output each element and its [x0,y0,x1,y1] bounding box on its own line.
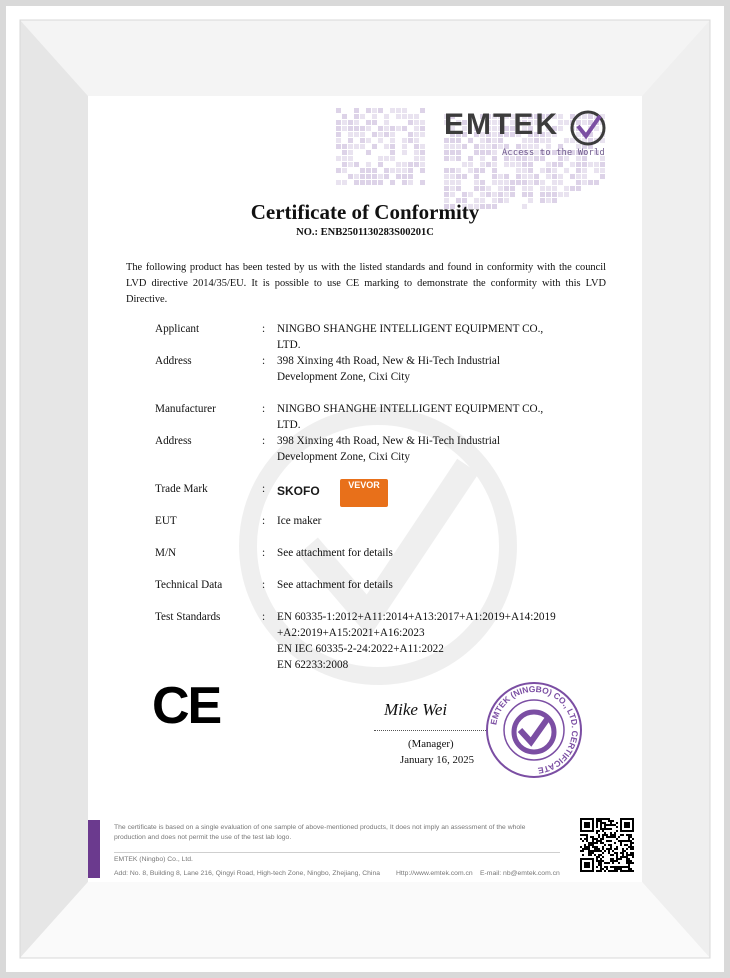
standard-line: EN 62233:2008 [277,659,349,671]
signature-line [374,730,488,731]
emtek-logo-text: EMTEK [444,108,559,141]
applicant-line-2: LTD. [277,339,301,351]
address-line-2: Development Zone, Cixi City [277,371,410,383]
technical-data-label: Technical Data [155,579,223,591]
stamp-text: EMTEK (NINGBO) CO., LTD. CERTIFICATE [488,683,581,776]
certificate-title: Certificate of Conformity [250,200,480,224]
colon: : [262,323,266,335]
address-label: Address [155,355,192,367]
certificate-number: NO.: ENB2501130283S00201C [296,227,434,238]
svg-text:EMTEK (NINGBO) CO., LTD. CERTI [488,684,580,776]
footer-email: E-mail: nb@emtek.com.cn [480,870,560,877]
manufacturer-value [277,401,597,433]
eut-label: EUT [155,515,177,527]
manager-signature: Mike Wei [384,700,448,719]
mn-value: See attachment for details [277,547,393,559]
applicant-line-1: NINGBO SHANGHE INTELLIGENT EQUIPMENT CO., [277,323,544,335]
colon: : [262,579,266,591]
vevor-brand-logo [340,479,388,507]
manufacturer-label: Manufacturer [155,403,216,415]
manufacturer-line-1: NINGBO SHANGHE INTELLIGENT EQUIPMENT CO., [277,403,544,415]
emtek-logo-mark-icon [568,108,608,148]
test-standards-value [277,609,597,673]
colon: : [262,355,266,367]
skofo-brand-logo: SKOFO [277,484,320,498]
qr-code-icon [580,818,634,872]
colon: : [262,403,266,415]
eut-value: Ice maker [277,515,322,527]
address-line-2: Development Zone, Cixi City [277,451,410,463]
applicant-value [277,321,597,353]
applicant-address-value [277,353,597,385]
trademark-row [155,481,615,511]
address-line-1: 398 Xinxing 4th Road, New & Hi-Tech Industrial [277,355,500,367]
certificate-intro: The following product has been tested by us with the listed standards and found in conformity with the council LVD directive 2014/35/EU. It is possible to use CE marking to demonstrate the conformity with this LVD Directive. [126,262,606,305]
signer-role: (Manager) [408,738,454,750]
standard-line: +A2:2019+A15:2021+A16:2023 [277,627,425,639]
certificate-sheet [88,96,642,882]
colon: : [262,547,266,559]
issue-date: January 16, 2025 [400,754,475,766]
address-label: Address [155,435,192,447]
colon: : [262,435,266,447]
footer-accent-bar [88,820,100,878]
trademark-label: Trade Mark [155,483,208,495]
footer-disclaimer-1: The certificate is based on a single evaluation of one sample of above-mentioned products, It does not imply an assessment of the whole [114,824,526,831]
standard-line: EN 60335-1:2012+A11:2014+A13:2017+A1:2019+A14:2019 [277,611,556,623]
mn-label: M/N [155,547,177,559]
emtek-tagline: Access to the World [502,148,605,158]
vevor-brand-text: VEVOR [348,480,380,490]
applicant-label: Applicant [155,323,200,335]
test-standards-label: Test Standards [155,611,221,623]
footer-website: Http://www.emtek.com.cn [396,870,473,877]
address-line-1: 398 Xinxing 4th Road, New & Hi-Tech Industrial [277,435,500,447]
ce-mark: CE [152,677,221,735]
manufacturer-line-2: LTD. [277,419,301,431]
footer-address: Add: No. 8, Building 8, Lane 216, Qingyi Road, High-tech Zone, Ningbo, Zhejiang, China [114,870,380,877]
footer-disclaimer-2: production and does not permit the use of the test lab logo. [114,834,292,841]
company-stamp-icon [484,680,584,780]
colon: : [262,515,266,527]
colon: : [262,483,266,495]
footer-divider [114,852,560,853]
manufacturer-address-value [277,433,597,465]
standard-line: EN IEC 60335-2-24:2022+A11:2022 [277,643,444,655]
technical-data-value: See attachment for details [277,579,393,591]
footer-company: EMTEK (Ningbo) Co., Ltd. [114,856,193,863]
colon: : [262,611,266,623]
